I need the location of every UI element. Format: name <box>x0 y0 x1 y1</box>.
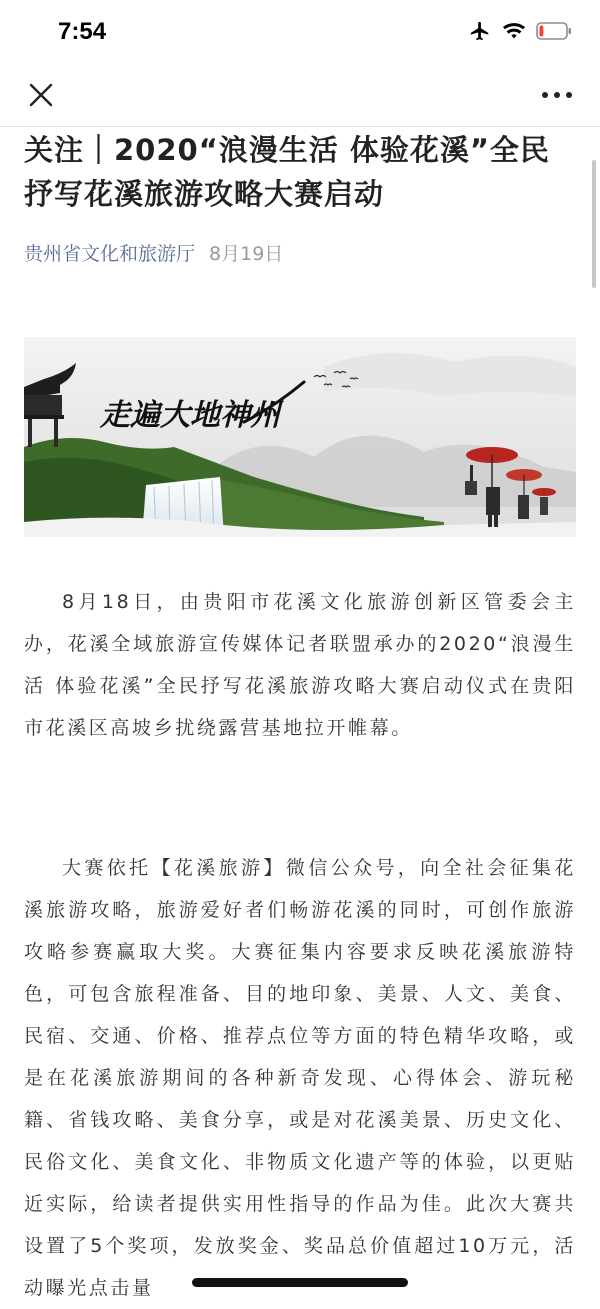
status-bar <box>0 0 600 66</box>
status-icons <box>468 22 572 44</box>
home-indicator[interactable] <box>192 1278 408 1287</box>
status-time: 7:54 <box>58 18 107 45</box>
article <box>24 126 576 1309</box>
article-title: 关注｜2020“浪漫生活 体验花溪”全民抒写花溪旅游攻略大赛启动 <box>24 133 550 211</box>
article-meta <box>24 232 576 272</box>
wifi-icon <box>502 21 526 45</box>
nav-bar <box>0 66 600 126</box>
battery-icon <box>536 21 572 45</box>
more-icon[interactable] <box>540 80 574 110</box>
article-paragraph: 8月18日，由贵阳市花溪文化旅游创新区管委会主办，花溪全域旅游宣传媒体记者联盟承办的2020“浪漫生活 体验花溪”全民抒写花溪旅游攻略大赛启动仪式在贵阳市花溪区高坡乡扰绕露营基地拉开帷幕。 <box>24 591 576 739</box>
article-paragraph: 大赛依托【花溪旅游】微信公众号，向全社会征集花溪旅游攻略，旅游爱好者们畅游花溪的同时，可创作旅游攻略参赛赢取大奖。大赛征集内容要求反映花溪旅游特色，可包含旅程准备、目的地印象、美景、人文、美食、民宿、交通、价格、推荐点位等方面的特色精华攻略，或是在花溪旅游期间的各种新奇发现、心得体会、游玩秘籍、省钱攻略、美食分享，或是对花溪美景、历史文化、民俗文化、美食文化、非物质文化遗产等的体验，以更贴近实际，给读者提供实用性指导的作品为佳。此次大赛共设置了5个奖项，发放奖金、奖品总价值超过10万元，活动曝光点击量 <box>24 857 576 1299</box>
close-icon[interactable] <box>26 80 56 110</box>
author-link[interactable]: 贵州省文化和旅游厅 <box>24 242 196 265</box>
scroll-indicator[interactable] <box>592 160 596 288</box>
banner-image <box>24 337 576 537</box>
airplane-icon <box>468 20 492 46</box>
banner-calligraphy: 走遍大地神州 <box>100 398 280 433</box>
publish-date: 8月19日 <box>209 242 284 265</box>
